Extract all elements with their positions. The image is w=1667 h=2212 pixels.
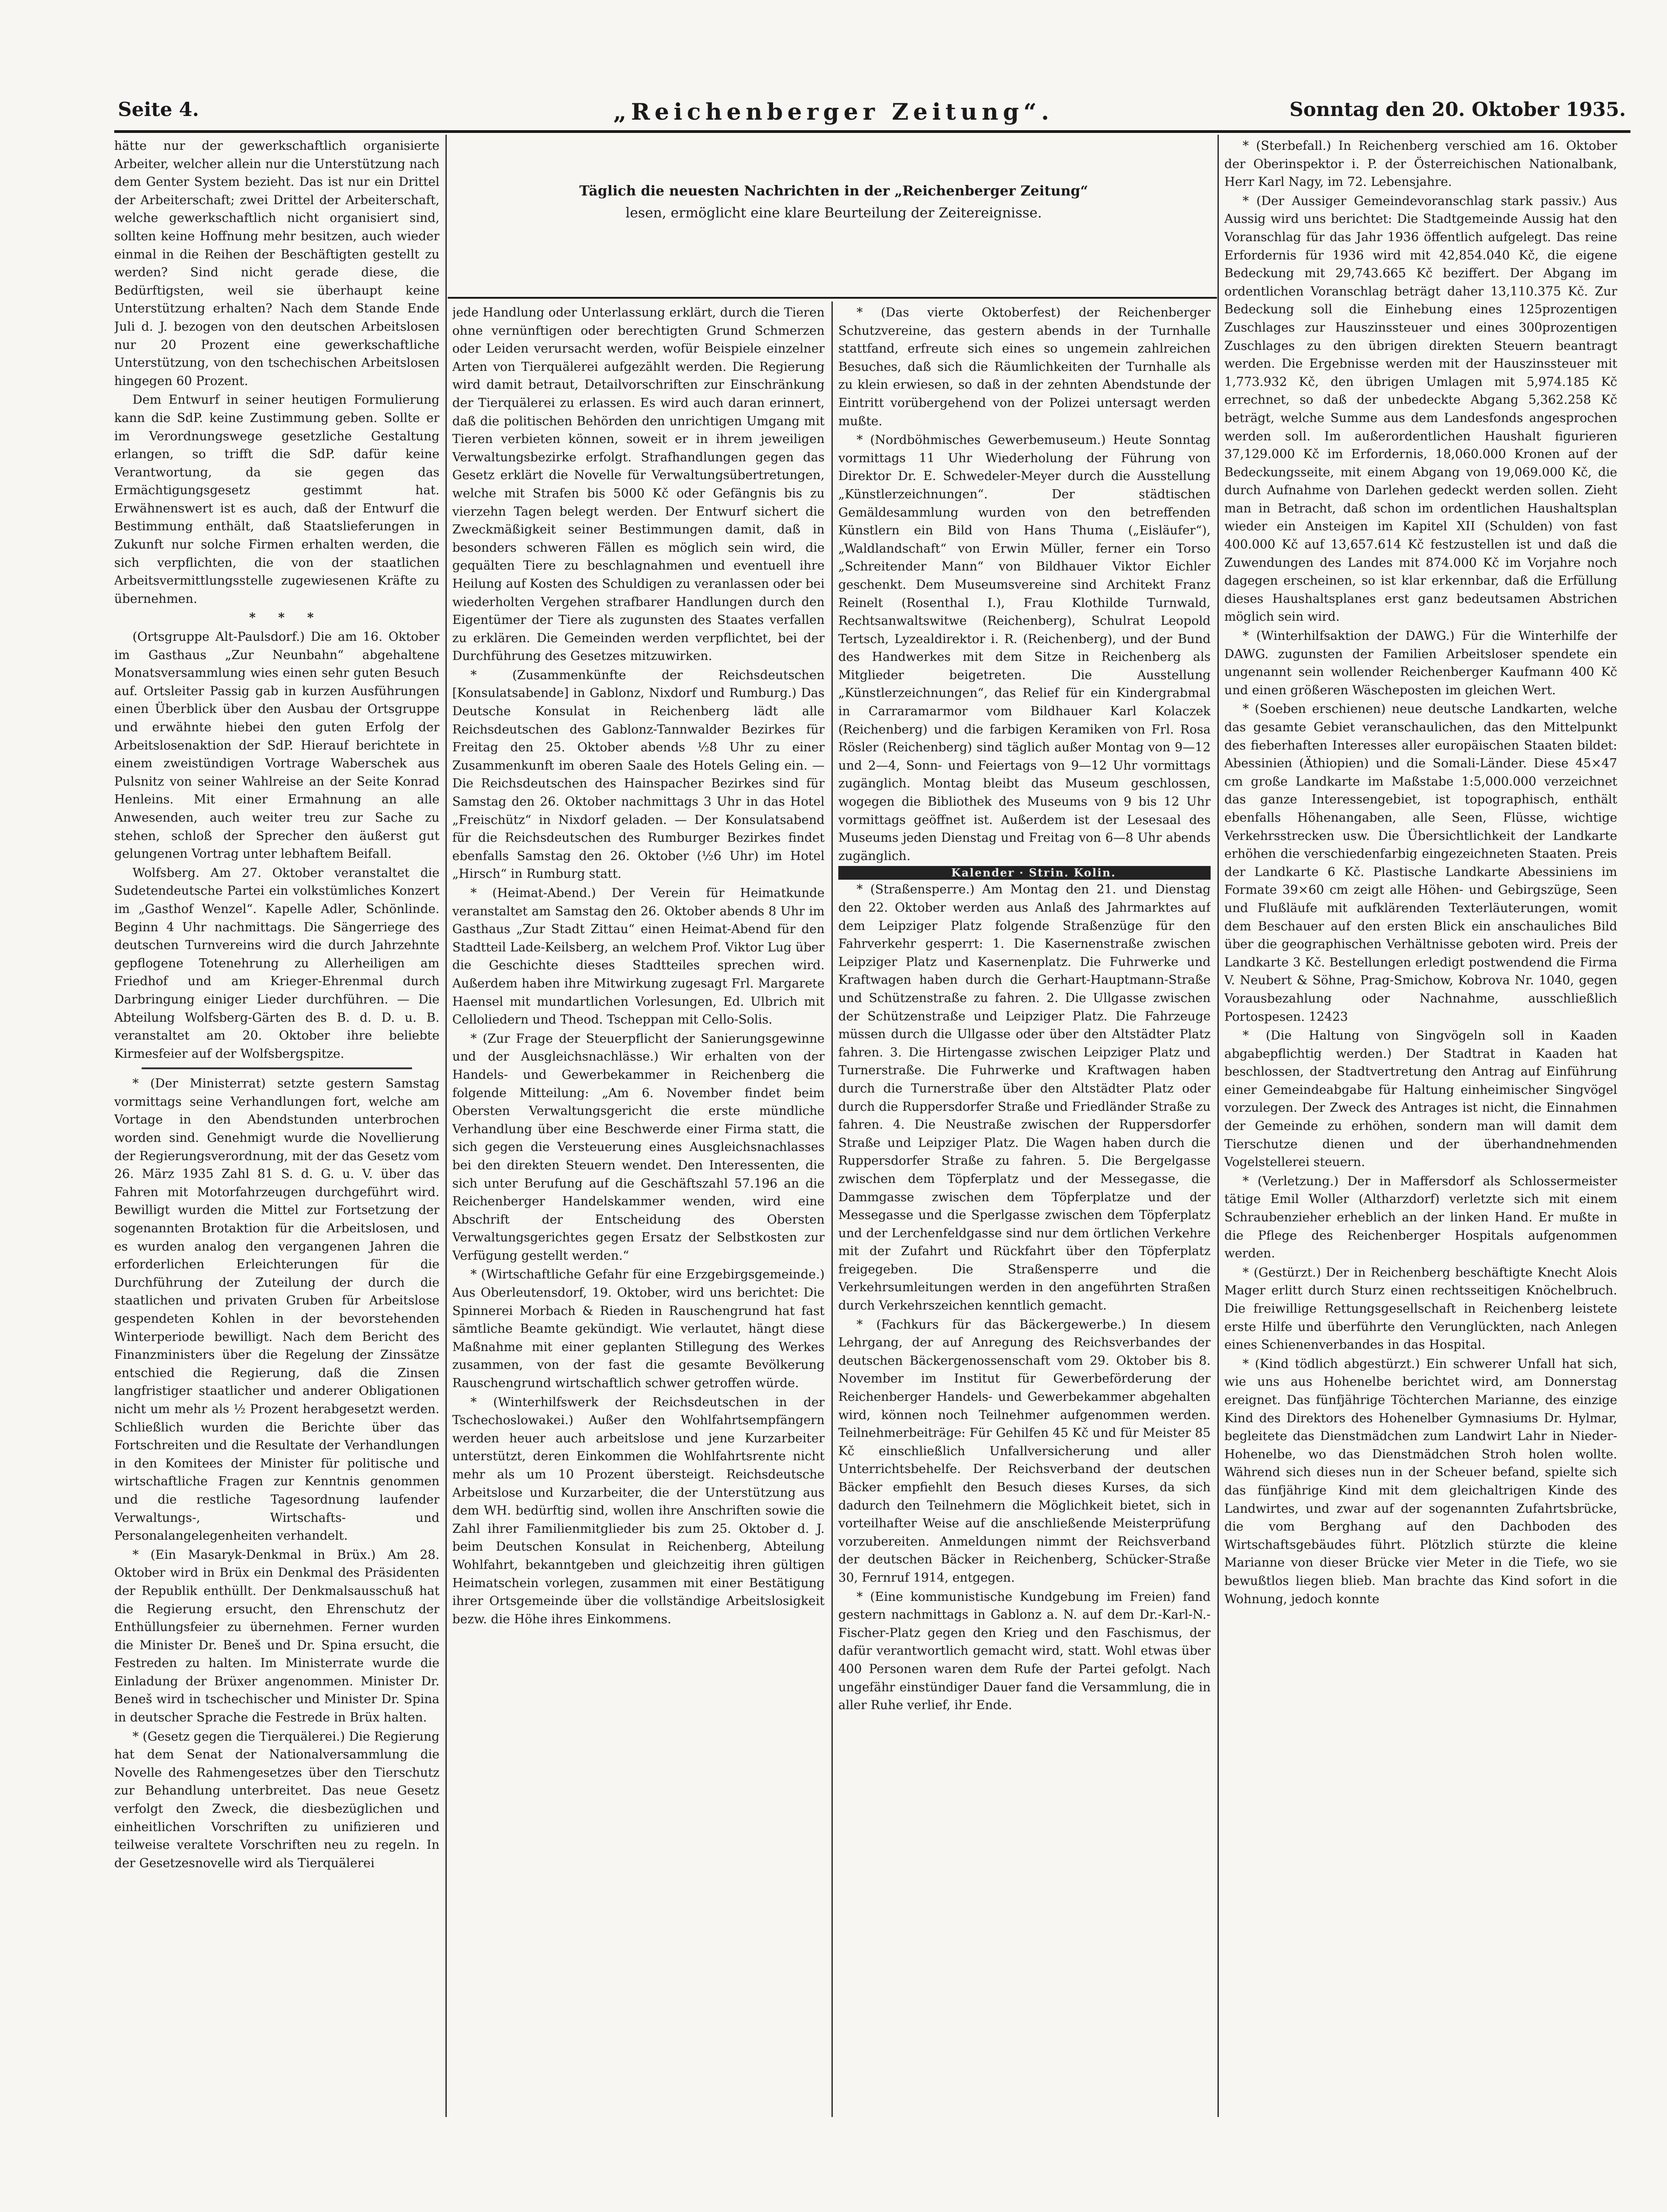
article-paragraph: * (Die Haltung von Singvögeln soll in Kaaden abgabepflichtig werden.) Der Stadtrat in Kaaden hat beschlossen, der Stadtvertretung den Antrag auf Einführung einer Gemeindeabgabe für Haltung einheimischer Singvögel vorzulegen. Der Zweck des Antrages ist nicht, die Einnahmen der Gemeinde zu erhöhen, sondern man will damit dem Tierschutze dienen und der überhandnehmenden Vogelstellerei steuern. xyxy=(1224,1029,1617,1170)
page-number: Seite 4. xyxy=(118,98,199,121)
column-rule xyxy=(1217,135,1219,2117)
article-paragraph: Wolfsberg. Am 27. Oktober veranstaltet die Sudetendeutsche Partei ein volkstümliches Konzert im „Gasthof Wenzel“. Kapelle Adler, Schönlinde. Beginn 4 Uhr nachmittags. Die Sängerriege des deutschen Turnvereins wird die durch Jahrzehnte gepflogene Totenehrung zu Allerheiligen am Friedhof und am Krieger-Ehrenmal durch Darbringung einiger Lieder durchführen. — Die Abteilung Wolfsberg-Gärten des B. d. D. u. B. veranstaltet am 20. Oktober ihre beliebte Kirmesfeier auf der Wolfsbergspitze. xyxy=(114,866,439,1061)
calendar-banner: Kalender · Strin. Kolin. xyxy=(838,866,1211,880)
article-paragraph: * (Der Aussiger Gemeindevoranschlag stark passiv.) Aus Aussig wird uns berichtet: Die Stadtgemeinde Aussig hat den Voranschlag für das Jahr 1936 öffentlich aufgelegt. Das reine Erfordernis für 1936 wird mit 42,854.040 Kč, die eigene Bedeckung mit 29,743.665 Kč beziffert. Der Abgang im ordentlichen Voranschlag beträgt daher 13,110.375 Kč. Zur Bedeckung soll die Einhebung eines 125prozentigen Zuschlages zur Hauszinssteuer und eines 300prozentigen Zuschlages zu den übrigen direkten Steuern beantragt werden. Die Ergebnisse werden mit der Hauszinssteuer mit 1,773.932 Kč, den übrigen Umlagen mit 5,974.185 Kč errechnet, so daß der unbedeckte Abgang 5,362.258 Kč beträgt, welche Summe aus dem Landesfonds angesprochen werden soll. Im außerordentlichen Haushalt figurieren 37,129.000 Kč im Erfordernis, 18,060.000 Kronen auf der Bedeckungsseite, mit einem Abgang von 19,069.000 Kč, die durch Aufnahme von Darlehen gedeckt werden sollen. Zieht man in Betracht, daß schon im ordentlichen Haushaltsplan wieder ein Ansteigen im Kapitel XII (Schulden) von fast 400.000 Kč auf 13,657.614 Kč festzustellen ist und daß die Zuwendungen des Landes mit 874.000 Kč im Vorjahre noch dagegen erscheinen, so ist klar erkennbar, daß die Erfüllung dieses Haushaltsplanes erst ganz bedeutsamen Abstrichen möglich sein wird. xyxy=(1224,194,1617,624)
notice-line: Täglich die neuesten Nachrichten in der „Reichenberger Zeitung“ xyxy=(579,183,1088,199)
article-paragraph: * (Kind tödlich abgestürzt.) Ein schwerer Unfall hat sich, wie uns aus Hohenelbe berichtet wird, am Donnerstag ereignet. Das fünfjährige Töchterchen Marianne, des einzige Kind des Direktors des Hohenelber Gymnasiums Dr. Hylmar, begleitete das Dienstmädchen zum Landwirt Lahr in Nieder-Hohenelbe, wo das Dienstmädchen Stroh holen wollte. Während sich dieses nun in der Scheuer befand, spielte sich das fünfjährige Kind mit dem gleichaltrigen Kinde des Landwirtes, und zwar auf der sogenannten Zufahrtsbrücke, die vom Berghang auf den Dachboden des Wirtschaftsgebäudes führt. Plötzlich stürzte die kleine Marianne von dieser Brücke vier Meter in die Tiefe, wo sie bewußtlos liegen blieb. Man brachte das Kind sofort in die Wohnung, jedoch konnte xyxy=(1224,1357,1617,1606)
article-paragraph: * (Zur Frage der Steuerpflicht der Sanierungsgewinne und der Ausgleichsnachlässe.) Wir erhalten von der Handels- und Gewerbekammer in Reichenberg die folgende Mitteilung: „Am 6. November findet beim Obersten Verwaltungsgericht die erste mündliche Verhandlung über eine Beschwerde einer Firma statt, die sich gegen die Versteuerung eines Ausgleichsnachlasses bei den direkten Steuern wendet. Den Interessenten, die sich unter Berufung auf die Geschäftszahl 57.196 an die Reichenberger Handelskammer wenden, wird eine Abschrift der Entscheidung des Obersten Verwaltungsgerichtes gegen Ersatz der Selbstkosten zur Verfügung gestellt werden.“ xyxy=(452,1031,825,1263)
article-paragraph: hätte nur der gewerkschaftlich organisierte Arbeiter, welcher allein nur die Unterstützung nach dem Genter System bezieht. Das ist nur ein Drittel der Arbeiterschaft; zwei Drittel der Arbeiterschaft, welche gewerkschaftlich nicht organisiert sind, sollten keine Hoffnung mehr besitzen, auch wieder einmal in die Reihen der Beschäftigten gestellt zu werden? Sind nicht gerade diese, die Bedürftigsten, weil sie überhaupt keine Unterstützung erhalten? Nach dem Stande Ende Juli d. J. bezogen von den deutschen Arbeitslosen nur 20 Prozent eine gewerkschaftliche Unterstützung, von den tschechischen Arbeitslosen hingegen 60 Prozent. xyxy=(114,139,439,388)
article-paragraph: * (Der Ministerrat) setzte gestern Samstag vormittags seine Verhandlungen fort, welche am Vortage in den Abendstunden unterbrochen worden sind. Genehmigt wurde die Novellierung der Regierungsverordnung, mit der das Gesetz vom 26. März 1935 Zahl 81 S. d. G. u. V. über das Fahren mit Motorfahrzeugen durchgeführt wird. Bewilligt wurden die Mittel zur Fortsetzung der sogenannten Brotaktion für die Arbeitslosen, und es wurden analog den vergangenen Jahren die erforderlichen Erleichterungen für die Durchführung der Zuteilung der durch die staatlichen und privaten Gruben für Arbeitslose gespendeten Kohlen in der bevorstehenden Winterperiode bewilligt. Nach dem Bericht des Finanzministers über die Regelung der Zinssätze entschied die Regierung, daß die Zinsen langfristiger staatlicher und anderer Obligationen nicht um mehr als ½ Prozent herabgesetzt werden. Schließlich wurden die Berichte über das Fortschreiten und die Resultate der Verhandlungen in den Komitees der Minister für politische und wirtschaftliche Fragen zur Kenntnis genommen und die restliche Tagesordnung laufender Verwaltungs-, Wirtschafts- und Personalangelegenheiten verhandelt. xyxy=(114,1077,439,1543)
article-paragraph: * (Gestürzt.) Der in Reichenberg beschäftigte Knecht Alois Mager erlitt durch Sturz einen rechtsseitigen Knöchelbruch. Die freiwillige Rettungsgesellschaft in Reichenberg leistete erste Hilfe und überführte den Verunglückten, nach Anlegen eines Schienenverbandes in das Hospital. xyxy=(1224,1265,1617,1352)
column-3 xyxy=(838,304,1211,2115)
column-2 xyxy=(452,304,825,2115)
article-paragraph: * (Winterhilfswerk der Reichsdeutschen in der Tschechoslowakei.) Außer den Wohlfahrtsempfängern werden heuer auch arbeitslose und jene Kurzarbeiter unterstützt, deren Einkommen die Wohlfahrtsrente nicht mehr als um 10 Prozent übersteigt. Reichsdeutsche Arbeitslose und Kurzarbeiter, die der Unterstützung aus dem WH. bedürftig sind, wollen ihre Anschriften sowie die Zahl ihrer Familienmitglieder bis zum 25. Oktober d. J. beim Deutschen Konsulat in Reichenberg, Abteilung Wohlfahrt, bekanntgeben und gleichzeitig ihren gültigen Heimatschein vorlegen, zusammen mit einer Bestätigung ihrer Ortsgemeinde über die vollständige Arbeitslosigkeit bezw. die Höhe ihres Einkommens. xyxy=(452,1395,825,1626)
article-paragraph: * (Nordböhmisches Gewerbemuseum.) Heute Sonntag vormittags 11 Uhr Wiederholung der Führung von Direktor Dr. E. Schwedeler-Meyer durch die Ausstellung „Künstlerzeichnungen“. Der städtischen Gemäldesammlung wurden von den betreffenden Künstlern ein Bild von Hans Thuma („Eisläufer“), „Waldlandschaft“ von Erwin Müller, ferner ein Torso „Schreitender Mann“ von Bildhauer Viktor Eichler geschenkt. Dem Museumsvereine sind Architekt Franz Reinelt (Rosenthal I.), Frau Klothilde Turnwald, Rechtsanwaltswitwe (Reichenberg), Schulrat Leopold Tertsch, Lyzealdirektor i. R. (Reichenberg), und der Bund des Handwerkes mit dem Sitze in Reichenberg als Mitglieder beigetreten. Die Ausstellung „Künstlerzeichnungen“, das Relief für ein Kindergrabmal in Carraramarmor vom Bildhauer Karl Kolaczek (Reichenberg) und die farbigen Keramiken von Frl. Rosa Rösler (Reichenberg) sind täglich außer Montag von 9—12 und 2—4, Sonn- und Feiertags von 9—12 Uhr vormittags zugänglich. Montag bleibt das Museum geschlossen, wogegen die Bibliothek des Museums von 9 bis 12 Uhr vormittags geöffnet ist. Außerdem ist der Lesesaal des Museums jeden Dienstag und Freitag von 6—8 Uhr abends zugänglich. xyxy=(838,433,1211,863)
article-paragraph: (Ortsgruppe Alt-Paulsdorf.) Die am 16. Oktober im Gasthaus „Zur Neunbahn“ abgehaltene Monatsversammlung wies einen sehr guten Besuch auf. Ortsleiter Passig gab in kurzen Ausführungen einen Überblick über den Ausbau der Ortsgruppe und erwähnte hiebei den guten Erfolg der Arbeitslosenaktion der SdP. Hierauf berichtete in einem zweistündigen Vortrage Waberschek aus Pulsnitz von seiner Wahlreise an der Seite Konrad Henleins. Mit einer Ermahnung an alle Anwesenden, auch weiter treu zur Sache zu stehen, schloß der Sprecher den äußerst gut gelungenen Vortrag unter lebhaftem Beifall. xyxy=(114,630,439,861)
article-paragraph: * (Fachkurs für das Bäckergewerbe.) In diesem Lehrgang, der auf Anregung des Reichsverbandes der deutschen Bäckergenossenschaft vom 29. Oktober bis 8. November im Institut für Gewerbeförderung der Reichenberger Handels- und Gewerbekammer abgehalten wird, können noch Teilnehmer aufgenommen werden. Teilnehmerbeiträge: Für Gehilfen 45 Kč und für Meister 85 Kč einschließlich Unfallversicherung und aller Unterrichtsbehelfe. Der Reichsverband der deutschen Bäcker empfiehlt den Besuch dieses Kurses, da sich dadurch den Teilnehmern die Möglichkeit bietet, sich in vorteilhafter Weise auf die anschließende Meisterprüfung vorzubereiten. Anmeldungen nimmt der Reichsverband der deutschen Bäcker in Reichenberg, Schücker-Straße 30, Fernruf 1914, entgegen. xyxy=(838,1317,1211,1585)
article-paragraph: Dem Entwurf in seiner heutigen Formulierung kann die SdP. keine Zustimmung geben. Sollte er im Verordnungswege gesetzliche Gestaltung erlangen, so trifft die SdP. dafür keine Verantwortung, da sie gegen das Ermächtigungsgesetz gestimmt hat. Erwähnenswert ist es auch, daß der Entwurf die Bestimmung enthält, daß Staatslieferungen in Zukunft nur solche Firmen erhalten werden, die sich verpflichten, die von der staatlichen Arbeitsvermittlungsstelle zugewiesenen Kräfte zu übernehmen. xyxy=(114,393,439,606)
article-paragraph: * (Eine kommunistische Kundgebung im Freien) fand gestern nachmittags in Gablonz a. N. auf dem Dr.-Karl-N.-Fischer-Platz gegen den Krieg und den Faschismus, der dafür verantwortlich gemacht wird, statt. Wohl etwas über 400 Personen waren dem Rufe der Partei gefolgt. Nach ungefähr einstündiger Dauer fand die Versammlung, die in aller Ruhe verlief, ihr Ende. xyxy=(838,1589,1211,1713)
notice-rule xyxy=(448,297,1217,299)
article-paragraph: * (Soeben erschienen) neue deutsche Landkarten, welche das gesamte Gebiet veranschaulichen, das den Mittelpunkt des fieberhaften Interesses aller europäischen Staaten bildet: Abessinien (Äthiopien) und die Somali-Länder. Diese 45×47 cm große Landkarte im Maßstabe 1:5,000.000 verzeichnet das ganze Interessengebiet, ist topographisch, enthält ebenfalls Höhenangaben, alle Seen, Flüsse, wichtige Verkehrsstrecken usw. Die Übersichtlichkeit der Landkarte erhöhen die verschiedenfarbig eingezeichneten Staaten. Preis der Landkarte 6 Kč. Plastische Landkarte Abessiniens im Formate 39×60 cm zeigt alle Höhen- und Gebirgszüge, Seen und Flußläufe mit aufklärenden Texterläuterungen, womit dem Beschauer auf den ersten Blick ein anschauliches Bild über die geographischen Verhältnisse geboten wird. Preis der Landkarte 3 Kč. Bestellungen erledigt postwendend die Firma V. Neubert & Söhne, Prag-Smichow, Kobrova Nr. 1040, gegen Vorausbezahlung oder Nachnahme, ausschließlich Portospesen. 12423 xyxy=(1224,702,1617,1024)
article-paragraph: * (Ein Masaryk-Denkmal in Brüx.) Am 28. Oktober wird in Brüx ein Denkmal des Präsidenten der Republik enthüllt. Der Denkmalsausschuß hat die Regierung ersucht, den Ehrenschutz der Enthüllungsfeier zu übernehmen. Ferner wurden die Minister Dr. Beneš und Dr. Spina ersucht, die Festreden zu halten. Im Ministerrate wurde die Einladung der Brüxer angenommen. Minister Dr. Beneš wird in tschechischer und Minister Dr. Spina in deutscher Sprache die Festrede in Brüx halten. xyxy=(114,1547,439,1725)
issue-date: Sonntag den 20. Oktober 1935. xyxy=(1289,98,1626,121)
column-rule xyxy=(445,135,447,2117)
notice-box xyxy=(457,180,1211,281)
section-divider: * * * xyxy=(249,611,323,625)
separator xyxy=(142,1067,412,1069)
notice-line: lesen, ermöglicht eine klare Beurteilung der Zeitereignisse. xyxy=(625,205,1042,221)
header-rule xyxy=(114,130,1630,133)
masthead: „Reichenberger Zeitung“. xyxy=(613,98,1054,125)
article-paragraph: * (Zusammenkünfte der Reichsdeutschen [Konsulatsabende] in Gablonz, Nixdorf und Rumburg.) Das Deutsche Konsulat in Reichenberg lädt alle Reichsdeutschen des Gablonz-Tannwalder Bezirkes für Freitag den 25. Oktober abends ½8 Uhr zu einer Zusammenkunft im oberen Saale des Hotels Geling ein. — Die Reichsdeutschen des Hainspacher Bezirkes sind für Samstag den 26. Oktober nachmittags 3 Uhr in das Hotel „Freischütz“ in Nixdorf geladen. — Der Konsulatsabend für die Reichsdeutschen des Rumburger Bezirkes findet ebenfalls Samstag den 26. Oktober (½6 Uhr) im Hotel „Hirsch“ in Rumburg statt. xyxy=(452,668,825,882)
article-paragraph: * (Gesetz gegen die Tierquälerei.) Die Regierung hat dem Senat der Nationalversammlung die Novelle des Rahmengesetzes über den Tierschutz zur Behandlung unterbreitet. Das neue Gesetz verfolgt den Zweck, die diesbezüglichen und einheitlichen Vorschriften zu unifizieren und teilweise veraltete Vorschriften neu zu regeln. In der Gesetzesnovelle wird als Tierquälerei xyxy=(114,1729,439,1870)
column-1 xyxy=(114,137,439,2115)
article-paragraph: * (Winterhilfsaktion der DAWG.) Für die Winterhilfe der DAWG. zugunsten der Familien Arbeitsloser spendete ein ungenannt sein wollender Reichenberger Kaufmann 400 Kč und einen größeren Wäscheposten im gleichen Wert. xyxy=(1224,629,1617,697)
article-paragraph: * (Wirtschaftliche Gefahr für eine Erzgebirgsgemeinde.) Aus Oberleutensdorf, 19. Oktober, wird uns berichtet: Die Spinnerei Morbach & Rieden in Rauschengrund hat fast sämtliche Beamte gekündigt. Wie verlautet, hängt diese Maßnahme mit einer geplanten Stillegung des Werkes zusammen, von der fast die gesamte Bevölkerung Rauschengrund wirtschaftlich schwer getroffen würde. xyxy=(452,1267,825,1391)
article-paragraph: * (Straßensperre.) Am Montag den 21. und Dienstag den 22. Oktober werden aus Anlaß des Jahrmarktes auf dem Leipziger Platz folgende Straßenzüge für den Fahrverkehr gesperrt: 1. Die Kasernenstraße zwischen Leipziger Platz und Kasernenplatz. Die Fuhrwerke und Kraftwagen haben durch die Gerhart-Hauptmann-Straße und Schützenstraße zu fahren. 2. Die Ullgasse zwischen der Schützenstraße und Leipziger Platz. Die Fahrzeuge müssen durch die Ullgasse oder über den Altstädter Platz fahren. 3. Die Hirtengasse zwischen Leipziger Platz und Turnerstraße. Die Fuhrwerke und Kraftwagen haben durch die Turnerstraße über den Altstädter Platz oder durch die Ruppersdorfer Straße und Friedländer Straße zu fahren. 4. Die Neustraße zwischen der Ruppersdorfer Straße und Leipziger Platz. Die Wagen haben durch die Ruppersdorfer Straße zu fahren. 5. Die Bergelgasse zwischen dem Töpferplatz und der Messegasse, die Dammgasse zwischen dem Töpferplatze und der Messegasse und die Sperlgasse zwischen dem Töpferplatz und der Lerchenfeldgasse sind nur dem örtlichen Verkehre mit der Zufahrt und Rückfahrt über den Töpferplatz freigegeben. Die Straßensperre und die Verkehrsumleitungen werden in den angeführten Straßen durch Verkehrszeichen kenntlich gemacht. xyxy=(838,882,1211,1313)
article-paragraph: * (Sterbefall.) In Reichenberg verschied am 16. Oktober der Oberinspektor i. P. der Österreichischen Nationalbank, Herr Karl Nagy, im 72. Lebensjahre. xyxy=(1224,139,1617,190)
article-paragraph: jede Handlung oder Unterlassung erklärt, durch die Tieren ohne vernünftigen oder berechtigten Grund Schmerzen oder Leiden verursacht werden, wofür Beispiele einzelner Arten von Tierquälerei aufgezählt werden. Die Regierung wird damit betraut, Detailvorschriften zur Einschränkung der Tierquälerei zu erlassen. Es wird auch daran erinnert, daß die politischen Behörden den unrichtigen Umgang mit Tieren verbieten können, soweit er in ihrem jeweiligen Verwaltungsbezirke erfolgt. Strafhandlungen gegen das Gesetz erklärt die Novelle für Verwaltungsübertretungen, welche mit Strafen bis 5000 Kč oder Gefängnis bis zu vierzehn Tagen belegt werden. Der Entwurf sichert die Zweckmäßigkeit seiner Bestimmungen damit, daß in besonders schweren Fällen es möglich sein wird, die gequälten Tiere zu beschlagnahmen und eventuell ihre Heilung auf Kosten des Schuldigen zu veranlassen oder bei wiederholten Vergehen strafbarer Handlungen durch den Eigentümer der Tiere als zugunsten des Staates verfallen zu erklären. Die Gemeinden werden verpflichtet, bei der Durchführung des Gesetzes mitzuwirken. xyxy=(452,306,825,664)
article-paragraph: * (Verletzung.) Der in Maffersdorf als Schlossermeister tätige Emil Woller (Altharzdorf) verletzte sich mit einem Schraubenzieher erheblich an der linken Hand. Er mußte in die Pflege des Reichenberger Hospitals aufgenommen werden. xyxy=(1224,1174,1617,1261)
article-paragraph: * (Das vierte Oktoberfest) der Reichenberger Schutzvereine, das gestern abends in der Turnhalle stattfand, erfreute sich eines so ungemein zahlreichen Besuches, daß sich die Räumlichkeiten der Turnhalle als zu klein erwiesen, so daß in der zehnten Abendstunde der Eintritt vorübergehend von der Polizei untersagt werden mußte. xyxy=(838,306,1211,428)
column-4 xyxy=(1224,137,1617,2115)
article-paragraph: * (Heimat-Abend.) Der Verein für Heimatkunde veranstaltet am Samstag den 26. Oktober abends 8 Uhr im Gasthaus „Zur Stadt Zittau“ einen Heimat-Abend für den Stadtteil Lade-Keilsberg, an welchem Prof. Viktor Lug über die Geschichte dieses Stadtteiles sprechen wird. Außerdem haben ihre Mitwirkung zugesagt Frl. Margarete Haensel mit mundartlichen Vorlesungen, Ed. Ulbrich mit Celloliedern und Theod. Tscheppan mit Cello-Solis. xyxy=(452,886,825,1027)
column-rule xyxy=(831,301,833,2117)
